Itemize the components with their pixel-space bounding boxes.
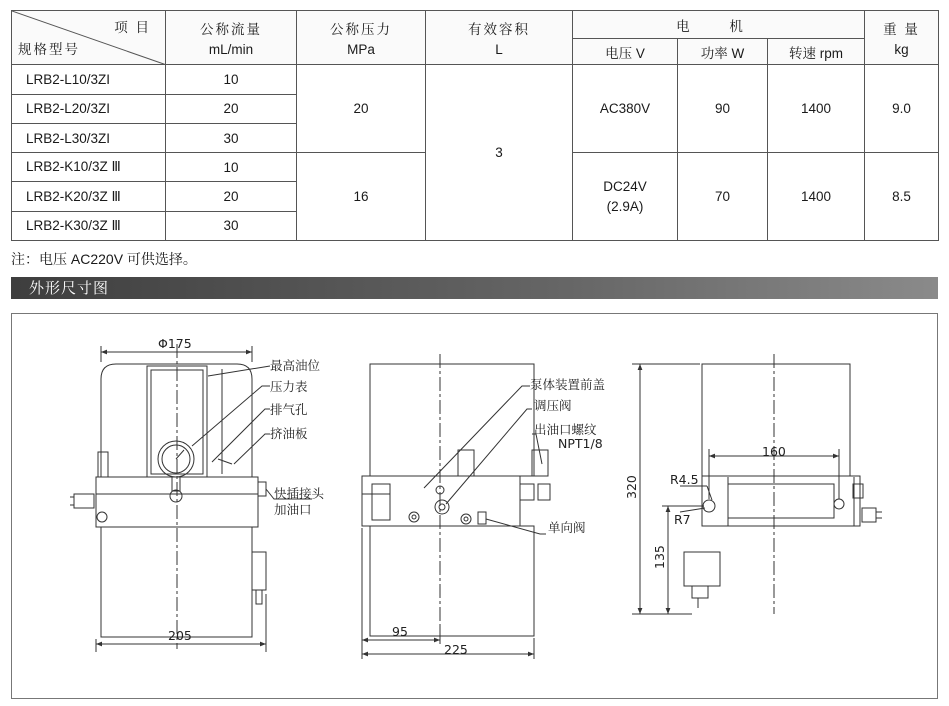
callout-pressure-gauge: 压力表 (270, 379, 308, 394)
flow-cell: 30 (166, 123, 297, 152)
speed-cell: 1400 (768, 153, 865, 241)
flow-cell: 20 (166, 182, 297, 211)
voltage-note: 注：电压 AC220V 可供选择。 (11, 251, 197, 267)
spec-table (11, 10, 939, 241)
power-cell: 90 (678, 65, 768, 153)
dim-width-205: 205 (168, 628, 192, 643)
model-cell: LRB2-L10/3ZI (12, 65, 166, 94)
dim-height-320: 320 (624, 475, 639, 499)
callout-follower-plate: 挤油板 (270, 426, 308, 441)
header-model-label: 规格型号 (18, 42, 80, 58)
callout-npt: NPT1/8 (558, 436, 603, 451)
header-pressure: 公称压力 MPa (297, 11, 426, 65)
header-power: 功率 W (678, 39, 768, 65)
callout-quick-coupler: 快插接头 (274, 486, 325, 501)
pressure-cell: 16 (297, 153, 426, 241)
callout-pressure-regulator: 调压阀 (534, 398, 572, 413)
header-flow: 公称流量 mL/min (166, 11, 297, 65)
capacity-cell: 3 (426, 65, 573, 241)
dim-radius-4-5: R4.5 (670, 472, 699, 487)
header-weight: 重 量 kg (865, 11, 939, 65)
header-diagonal-cell (12, 11, 166, 65)
header-motor: 电 机 (573, 11, 865, 39)
dimension-drawing (11, 313, 938, 699)
dim-height-135: 135 (652, 545, 667, 569)
table-row (12, 65, 939, 94)
model-cell: LRB2-K30/3Z Ⅲ (12, 211, 166, 240)
voltage-cell: AC380V (573, 65, 678, 153)
callout-max-oil-level: 最高油位 (270, 358, 321, 373)
dim-diameter: Φ175 (158, 336, 192, 351)
model-cell: LRB2-K10/3Z Ⅲ (12, 153, 166, 182)
dim-width-225: 225 (444, 642, 468, 657)
header-voltage: 电压 V (573, 39, 678, 65)
drawing-svg (12, 314, 937, 698)
flow-cell: 10 (166, 65, 297, 94)
side-view (362, 354, 550, 659)
model-cell: LRB2-L30/3ZI (12, 123, 166, 152)
dim-width-95: 95 (392, 624, 408, 639)
dim-width-160: 160 (762, 444, 786, 459)
weight-cell: 8.5 (865, 153, 939, 241)
flow-cell: 20 (166, 94, 297, 123)
power-cell: 70 (678, 153, 768, 241)
pressure-cell: 20 (297, 65, 426, 153)
header-speed: 转速 rpm (768, 39, 865, 65)
model-cell: LRB2-K20/3Z Ⅲ (12, 182, 166, 211)
callout-fill-port: 加油口 (274, 502, 312, 517)
header-capacity: 有效容积 L (426, 11, 573, 65)
callout-pump-cover: 泵体装置前盖 (530, 377, 606, 392)
header-item-label: 项 目 (114, 20, 151, 35)
callout-vent-hole: 排气孔 (270, 402, 308, 417)
callout-outlet-thread: 出油口螺纹 (534, 422, 597, 437)
speed-cell: 1400 (768, 65, 865, 153)
flow-cell: 30 (166, 211, 297, 240)
voltage-cell: DC24V (2.9A) (573, 153, 678, 241)
section-title: 外形尺寸图 (29, 279, 110, 297)
model-cell: LRB2-L20/3ZI (12, 94, 166, 123)
callout-check-valve: 单向阀 (548, 520, 586, 535)
dim-radius-7: R7 (674, 512, 691, 527)
weight-cell: 9.0 (865, 65, 939, 153)
flow-cell: 10 (166, 153, 297, 182)
section-header (11, 277, 938, 299)
